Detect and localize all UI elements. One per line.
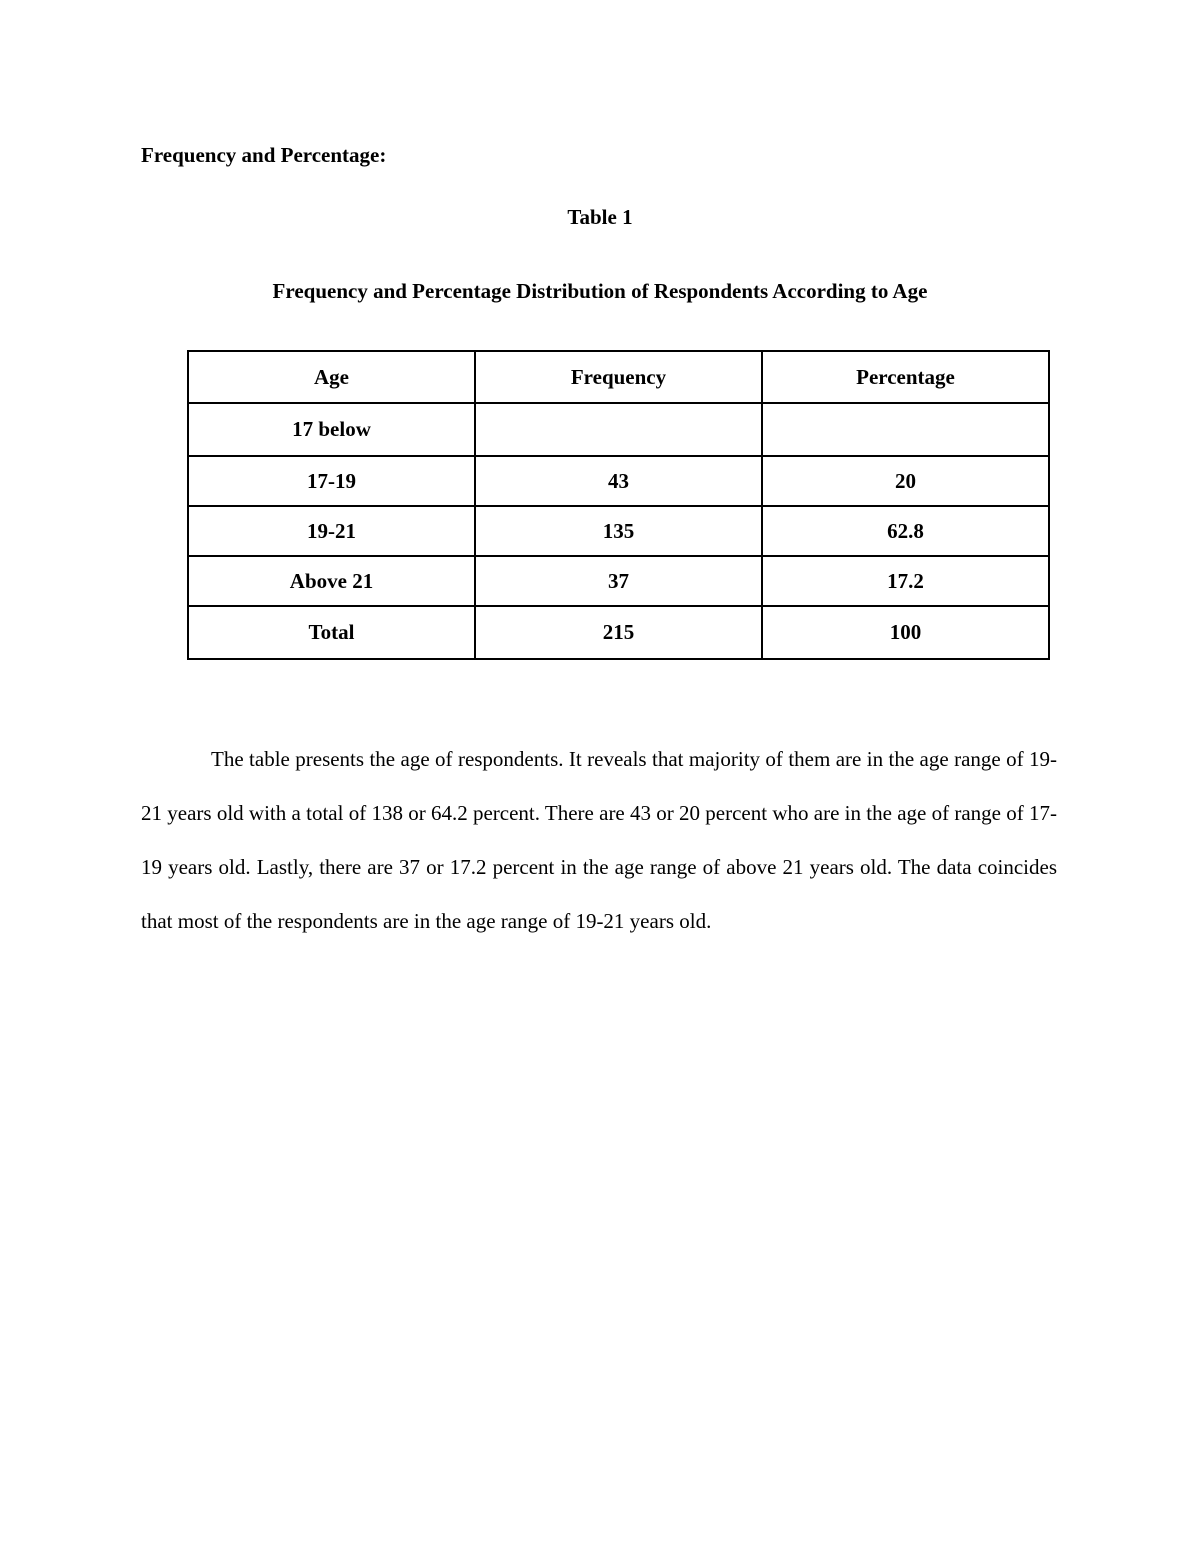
section-heading: Frequency and Percentage: — [141, 143, 387, 167]
age-cell: 17 below — [188, 403, 475, 456]
age-distribution-table — [187, 350, 1050, 660]
table-row — [188, 403, 1049, 456]
percentage-cell: 62.8 — [762, 506, 1049, 556]
table-row — [188, 456, 1049, 506]
frequency-cell — [475, 403, 762, 456]
frequency-cell: 43 — [475, 456, 762, 506]
percentage-cell: 20 — [762, 456, 1049, 506]
percentage-cell: 17.2 — [762, 556, 1049, 606]
age-cell: 19-21 — [188, 506, 475, 556]
age-cell: Above 21 — [188, 556, 475, 606]
body-paragraph: The table presents the age of respondents. It reveals that majority of them are in the age range of 19-21 years old with a total of 138 or 64.2 percent. There are 43 or 20 percent who are in the age of range of 17-19 years old. Lastly, there are 37 or 17.2 percent in the age range of above 21 years old. The data coincides that most of the respondents are in the age range of 19-21 years old. — [141, 747, 1057, 933]
percentage-cell: 100 — [762, 606, 1049, 659]
percentage-cell — [762, 403, 1049, 456]
frequency-cell: 135 — [475, 506, 762, 556]
table-row — [188, 506, 1049, 556]
age-cell: 17-19 — [188, 456, 475, 506]
frequency-cell: 37 — [475, 556, 762, 606]
table-number: Table 1 — [567, 205, 633, 229]
column-header-frequency: Frequency — [475, 351, 762, 403]
column-header-percentage: Percentage — [762, 351, 1049, 403]
age-cell: Total — [188, 606, 475, 659]
column-header-age: Age — [188, 351, 475, 403]
frequency-cell: 215 — [475, 606, 762, 659]
table-row — [188, 556, 1049, 606]
table-header-row — [188, 351, 1049, 403]
table-caption: Frequency and Percentage Distribution of Respondents According to Age — [272, 279, 928, 303]
table-total-row — [188, 606, 1049, 659]
